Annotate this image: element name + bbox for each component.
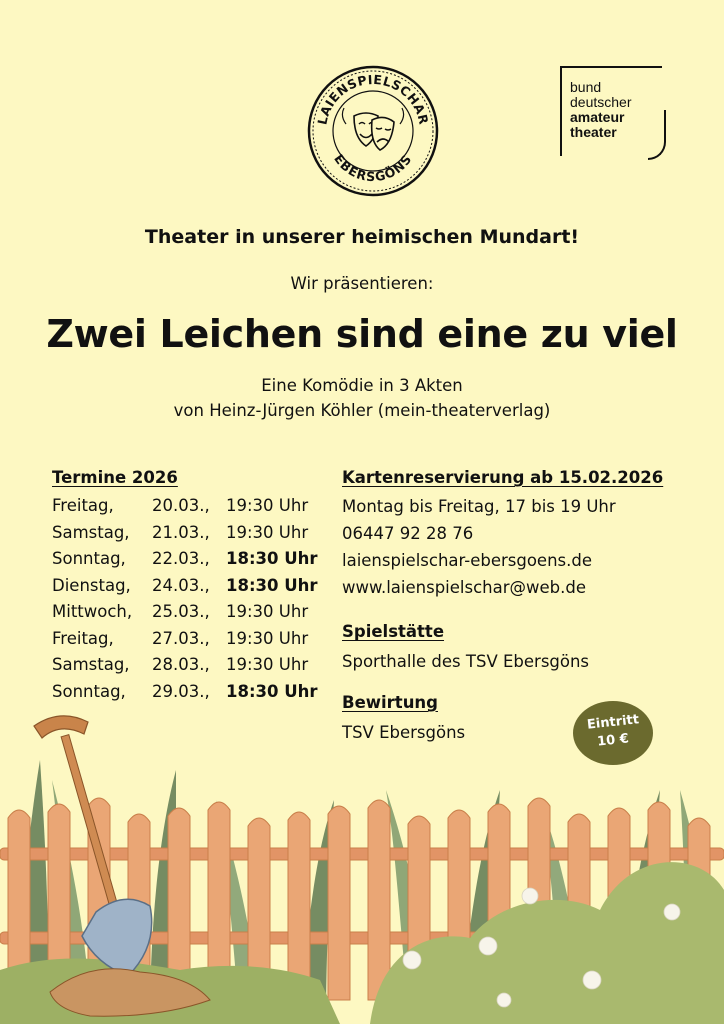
seal-text-top: LAIENSPIELSCHAR <box>314 71 432 127</box>
subtitle-genre: Eine Komödie in 3 Akten <box>261 376 463 395</box>
reservation-website[interactable]: laienspielschar-ebersgoens.de <box>342 551 592 570</box>
catering-name: TSV Ebersgöns <box>342 723 466 742</box>
schedule-date: 25.03., <box>152 602 210 621</box>
schedule-date: 21.03., <box>152 522 210 542</box>
subtitle-author: von Heinz-Jürgen Köhler (mein-theaterverlag) <box>173 401 551 420</box>
bdat-logo <box>560 66 670 162</box>
reservation-email[interactable]: www.laienspielschar@web.de <box>342 578 587 597</box>
intro-text: Wir präsentieren: <box>290 274 434 293</box>
fence-picket <box>328 806 350 1000</box>
fence-picket <box>368 800 390 1000</box>
reservation-hours: Montag bis Freitag, 17 bis 19 Uhr <box>342 497 616 516</box>
reservation-phone[interactable]: 06447 92 28 76 <box>342 524 474 543</box>
tagline: Theater in unserer heimischen Mundart! <box>144 226 580 248</box>
schedule-day: Dienstag, <box>52 575 131 595</box>
schedule-day: Mittwoch, <box>52 602 133 621</box>
schedule-time: 19:30 Uhr <box>226 522 309 542</box>
bdat-line-1: bund <box>570 79 602 95</box>
laienspielschar-seal-logo <box>306 64 440 198</box>
schedule-day: Freitag, <box>52 628 114 648</box>
schedule-date: 20.03., <box>152 496 210 515</box>
bdat-line-4: theater <box>570 124 617 140</box>
seal-text-bottom: EBERSGÖNS <box>331 151 415 185</box>
schedule-time: 19:30 Uhr <box>226 628 309 648</box>
fence-picket <box>288 812 310 1000</box>
venue-name: Sporthalle des TSV Ebersgöns <box>342 652 590 671</box>
schedule-time: 19:30 Uhr <box>226 655 309 674</box>
schedule-time: 18:30 Uhr <box>226 681 318 701</box>
bdat-line-3: amateur <box>570 109 625 125</box>
venue-heading: Spielstätte <box>342 622 445 641</box>
reservation-heading: Kartenreservierung ab 15.02.2026 <box>342 468 664 487</box>
schedule-time: 18:30 Uhr <box>226 575 318 595</box>
schedule-day: Samstag, <box>52 655 130 674</box>
price-value: 10 € <box>596 731 630 750</box>
schedule-day: Sonntag, <box>52 549 126 568</box>
schedule-time: 18:30 Uhr <box>226 549 318 568</box>
schedule-time: 19:30 Uhr <box>226 496 309 515</box>
schedule-heading: Termine 2026 <box>52 468 178 487</box>
schedule-date: 29.03., <box>152 681 210 701</box>
price-label: Eintritt <box>586 712 640 733</box>
schedule-day: Sonntag, <box>52 681 126 701</box>
schedule-date: 27.03., <box>152 628 210 648</box>
bdat-line-2: deutscher <box>570 94 632 110</box>
schedule-day: Samstag, <box>52 522 130 542</box>
schedule-date: 28.03., <box>152 655 210 674</box>
catering-heading: Bewirtung <box>342 693 438 712</box>
price-badge <box>573 701 653 765</box>
schedule-date: 22.03., <box>152 549 210 568</box>
play-title: Zwei Leichen sind eine zu viel <box>46 312 678 356</box>
schedule-time: 19:30 Uhr <box>226 602 309 621</box>
schedule-day: Freitag, <box>52 496 114 515</box>
schedule-date: 24.03., <box>152 575 210 595</box>
